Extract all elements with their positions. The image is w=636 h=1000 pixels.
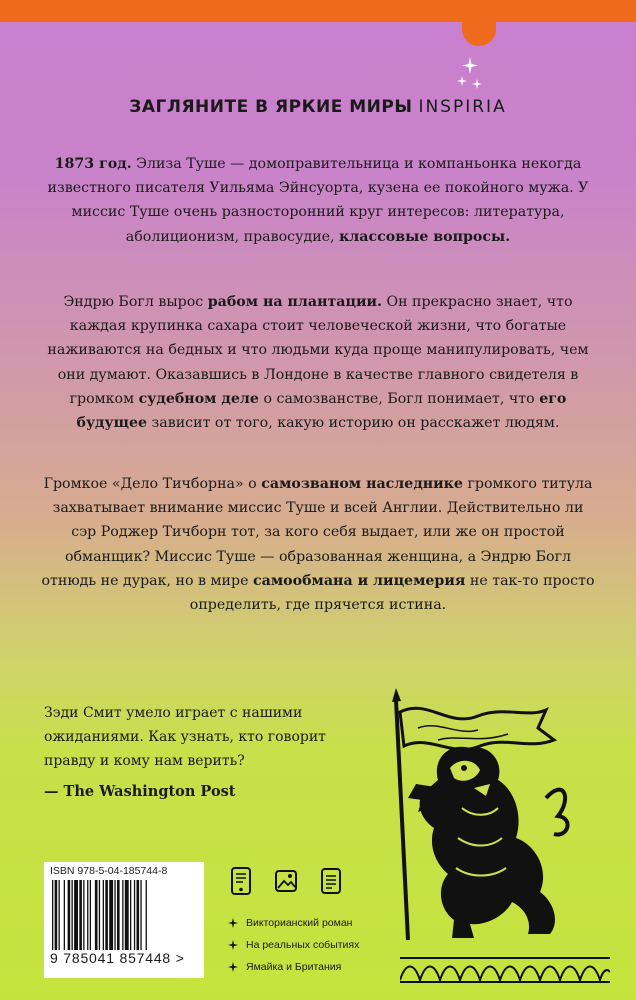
tag-item	[226, 912, 359, 934]
annotation-paragraph-3	[40, 472, 596, 617]
barcode-digits: 9 785041 857448 >	[50, 950, 185, 966]
review-quote: Зэди Смит умело играет с нашими ожиданиями. Как узнать, кто говорит правду и кому нам верить?	[44, 705, 326, 769]
brand-title: ЗАГЛЯНИТЕ В ЯРКИЕ МИРЫ	[129, 97, 413, 117]
image-icon	[274, 866, 298, 896]
emphasis-text: рабом на плантации.	[207, 294, 382, 310]
body-text: Эндрю Богл вырос	[63, 294, 208, 310]
body-text: громкого титула захватывает внимание миссис Туше и всей Англии. Действительно ли сэр Роджер Тичборн тот, за кого себя выдает, или же он простой обманщик? Миссис Туше — образованная женщина, а Эндрю Богл отнюдь не дурак, но в мире	[41, 476, 593, 589]
body-text: не так-то просто определить, где прячется истина.	[189, 572, 595, 614]
tag-label: На реальных событиях	[246, 939, 360, 951]
body-text: Он прекрасно знает, что каждая крупинка сахара стоит человеческой жизни, что богатые наживаются на бедных и что людьми куда проще манипулировать, чем они думают. Оказавшись в Лондоне в качестве главного свидетеля в громком	[47, 294, 589, 407]
tag-label: Ямайка и Британия	[246, 961, 342, 973]
top-orange-strip	[0, 0, 636, 22]
emphasis-text: самозваном наследнике	[261, 476, 463, 492]
emphasis-text: 1873 год.	[54, 156, 132, 172]
review-source: — The Washington Post	[44, 783, 236, 800]
sparkle-icon	[456, 55, 484, 95]
feature-tags	[226, 912, 359, 978]
body-text: Элиза Туше — домоправительница и компаньонка некогда известного писателя Уильяма Эйнсуорта, кузена ее покойного мужа. У миссис Туше очень разносторонний круг интересов: литература, аболиционизм, правосудие,	[47, 156, 589, 245]
bookmark-tab	[462, 0, 496, 46]
tag-label: Викторианский роман	[246, 917, 353, 929]
barcode	[50, 880, 198, 950]
emphasis-text: его будущее	[76, 390, 567, 432]
body-text: Громкое «Дело Тичборна» о	[43, 476, 262, 492]
star-icon	[228, 940, 238, 950]
star-icon	[228, 918, 238, 928]
brand-name: INSPIRIA	[418, 97, 507, 117]
emphasis-text: классовые вопросы.	[339, 228, 511, 245]
annotation-paragraph-2	[40, 290, 596, 435]
tag-item	[226, 956, 359, 978]
ebook-icon	[229, 866, 253, 896]
list-icon	[319, 866, 343, 896]
body-text: о самозванстве, Богл понимает, что	[258, 390, 540, 407]
annotation-paragraph-1	[40, 152, 596, 249]
body-text: зависит от того, какую историю он расскажет людям.	[147, 415, 560, 432]
heraldic-lion-illustration	[378, 688, 578, 948]
ornamental-border	[400, 954, 610, 984]
emphasis-text: самообмана и лицемерия	[253, 572, 466, 589]
star-icon	[228, 962, 238, 972]
tag-item	[226, 934, 359, 956]
isbn-label: ISBN 978-5-04-185744-8	[50, 865, 168, 877]
series-brand	[0, 97, 636, 117]
emphasis-text: судебном деле	[138, 390, 259, 407]
